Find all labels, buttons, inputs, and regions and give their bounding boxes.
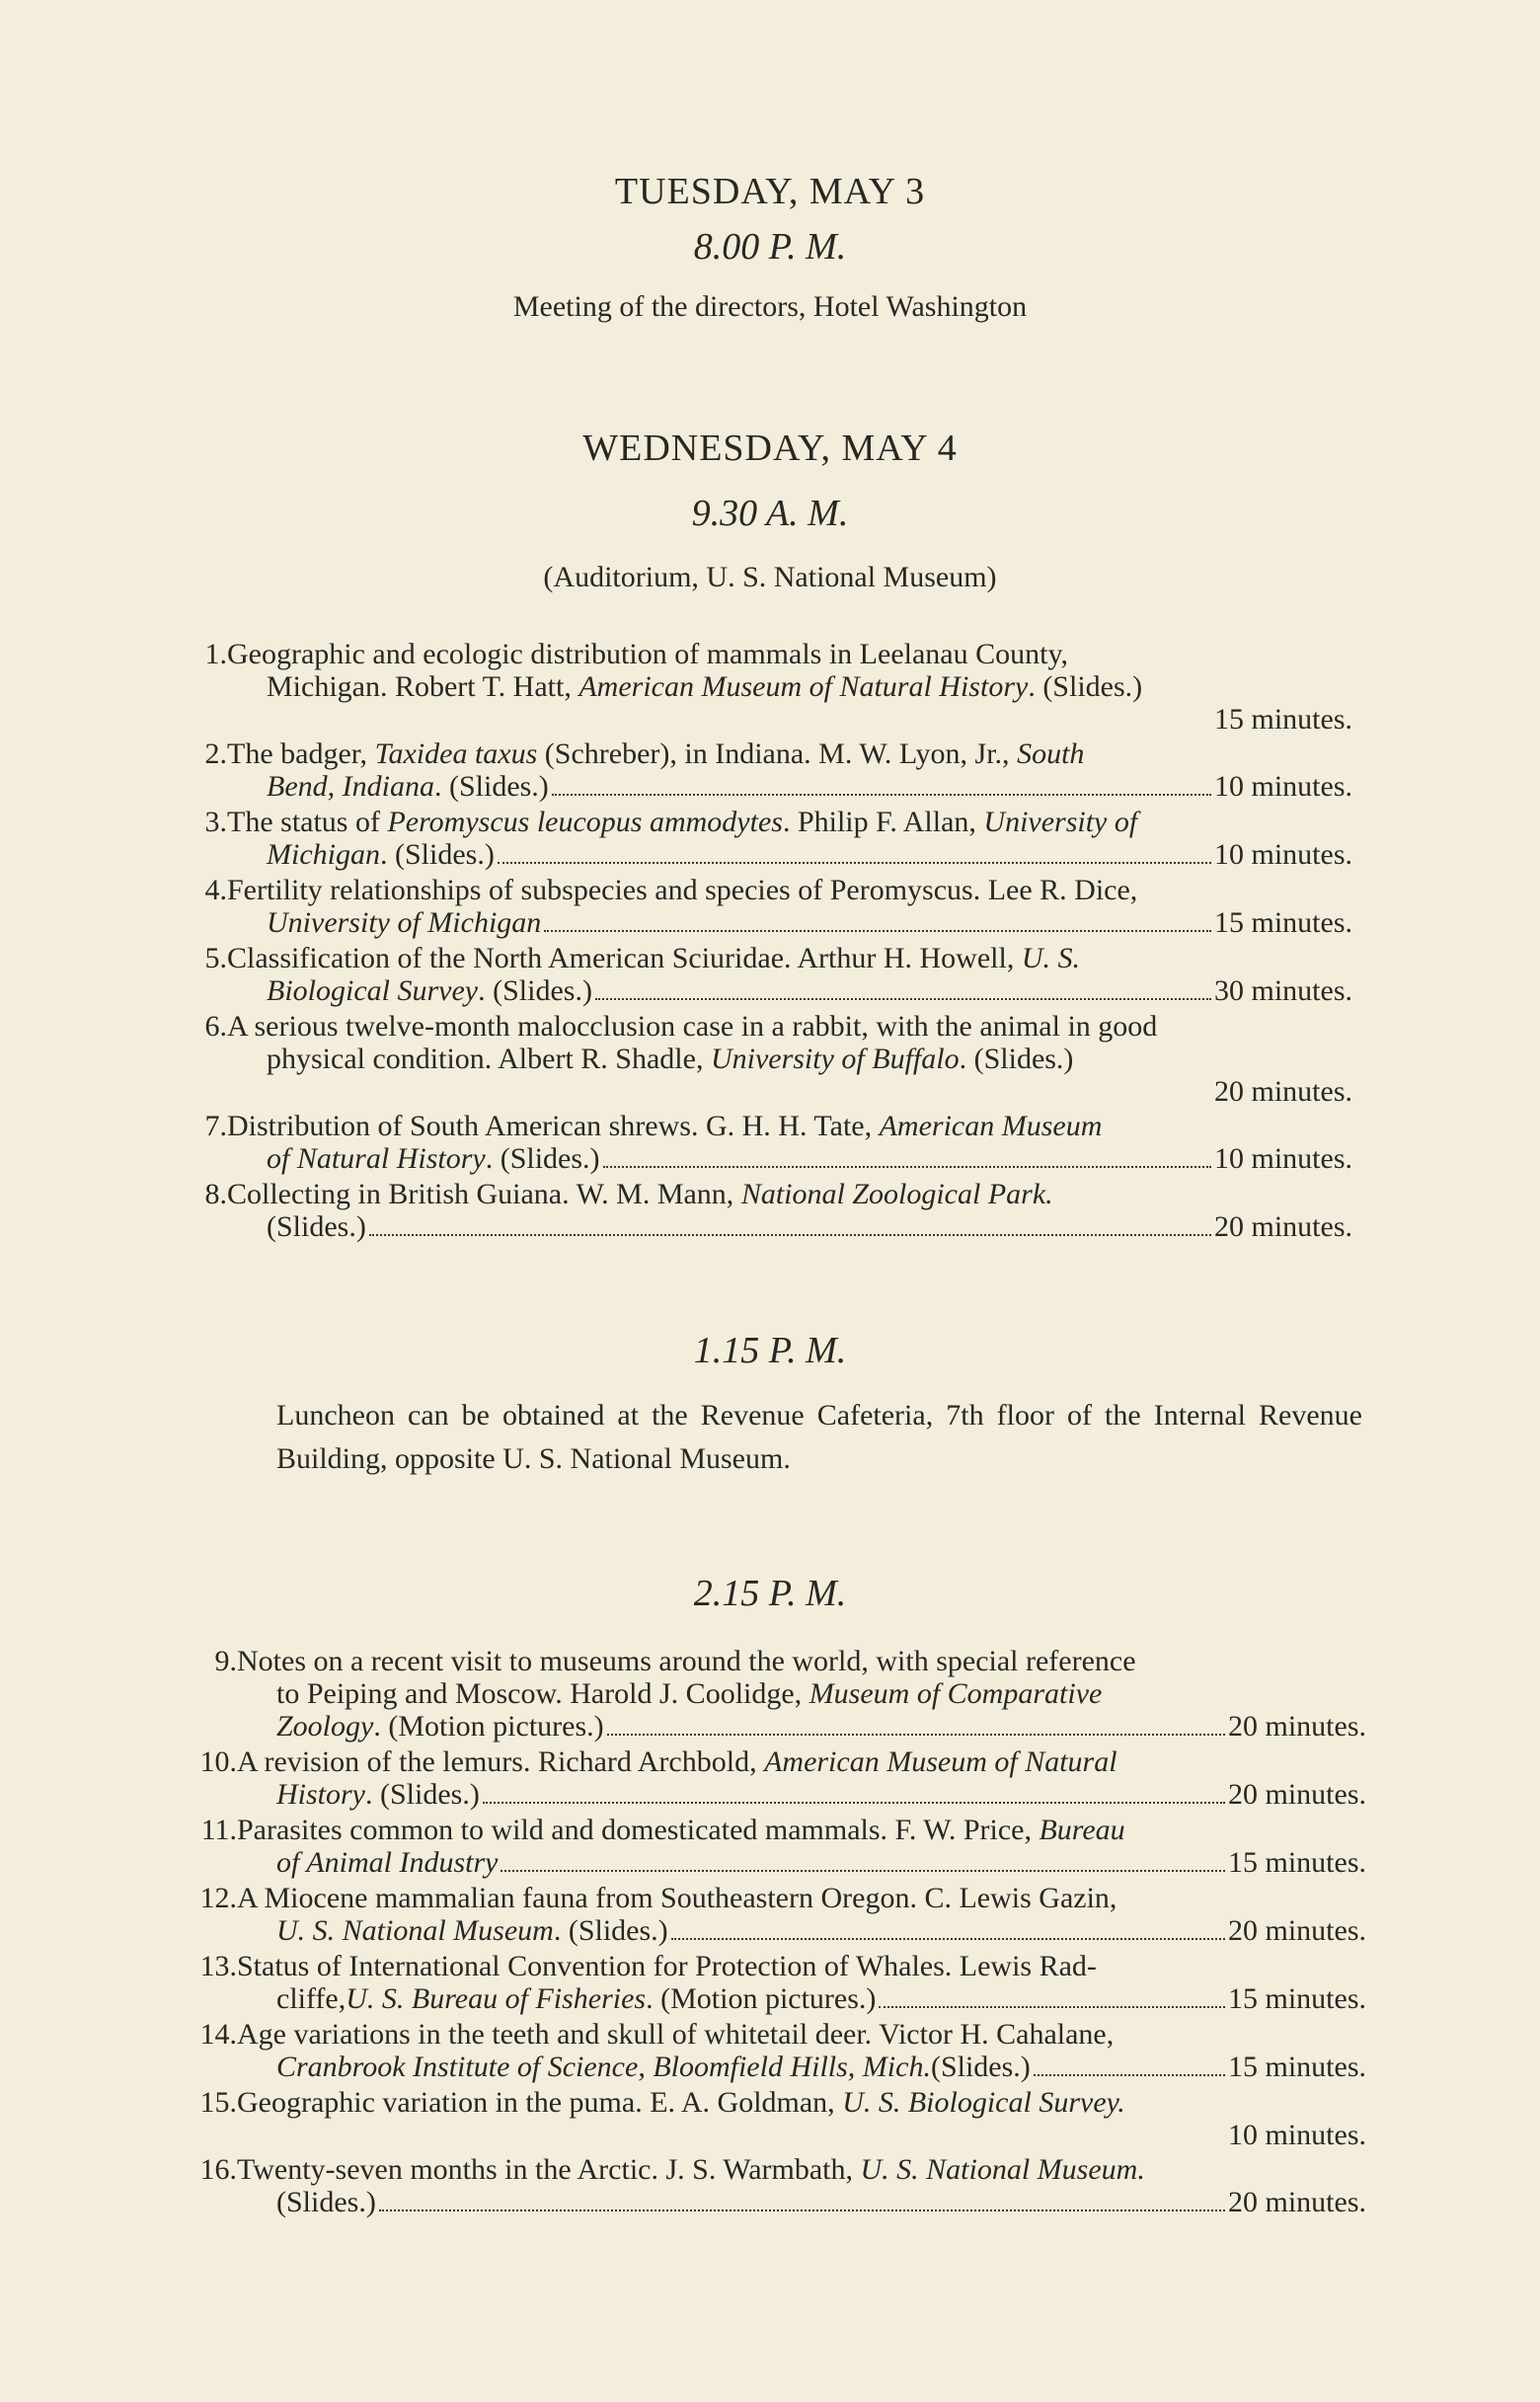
leader-dots [607, 1734, 1225, 1736]
item-duration: 15 minutes. [1228, 1846, 1366, 1879]
item-number: 10. [199, 1745, 237, 1778]
item-duration: 20 minutes. [1214, 1075, 1352, 1108]
item-number: 8. [204, 1178, 227, 1210]
item-affiliation: National Zoological Park. [740, 1178, 1053, 1210]
item-affiliation: U. S. Bureau of Fisheries [346, 1982, 647, 2015]
item-duration: 20 minutes. [1228, 1710, 1366, 1743]
item-affiliation: Bend, Indiana [267, 770, 434, 803]
item-affiliation: Michigan [267, 838, 380, 871]
tuesday-note: Meeting of the directors, Hotel Washington [512, 290, 1028, 323]
lunch-section [0, 1329, 1540, 1372]
leader-dots [544, 930, 1211, 932]
item-affiliation: of Natural History [267, 1142, 486, 1175]
item-number: 4. [204, 874, 227, 906]
list-item [197, 2086, 1366, 2151]
list-item [188, 874, 1352, 940]
item-line: A Miocene mammalian fauna from Southeastern Oregon. C. Lewis Gazin, [237, 1882, 1117, 1914]
item-number: 12. [199, 1882, 237, 1914]
item-affiliation: Biological Survey [267, 974, 479, 1007]
leader-dots [552, 794, 1211, 796]
item-affiliation: American Museum of Natural [764, 1745, 1117, 1778]
item-affiliation: University of Michigan [267, 906, 542, 939]
item-number: 13. [199, 1950, 237, 1982]
list-item [188, 806, 1352, 872]
item-number: 5. [204, 942, 227, 974]
wednesday-time: 9.30 A. M. [691, 493, 849, 534]
item-duration: 15 minutes. [1214, 906, 1352, 939]
item-text: cliffe, [276, 1982, 346, 2015]
item-duration: 20 minutes. [1228, 1914, 1366, 1947]
list-item [197, 2153, 1366, 2219]
list-item [197, 1645, 1366, 1743]
item-media: . (Slides.) [553, 1914, 668, 1947]
list-item [188, 1110, 1352, 1176]
item-duration: 20 minutes. [1214, 1210, 1352, 1243]
leader-dots [500, 1870, 1225, 1872]
item-number: 11. [200, 1814, 237, 1846]
item-text: Classification of the North American Sciuridae. Arthur H. Howell, [227, 942, 1022, 974]
item-duration: 15 minutes. [1228, 2051, 1366, 2083]
lunch-note: Luncheon can be obtained at the Revenue Cafeteria, 7th floor of the Internal Revenue Building, opposite U. S. National Museum. [276, 1399, 1362, 1475]
wednesday-section [0, 426, 1540, 594]
item-duration: 10 minutes. [1214, 838, 1352, 871]
afternoon-program-list [197, 1645, 1366, 2221]
item-line: Age variations in the teeth and skull of whitetail deer. Victor H. Cahalane, [237, 2018, 1115, 2051]
list-item [188, 942, 1352, 1008]
item-media: (Slides.) [267, 1210, 366, 1243]
item-text: Michigan. Robert T. Hatt, [267, 670, 579, 703]
leader-dots [1034, 2074, 1225, 2076]
item-text: The badger, [227, 737, 375, 770]
item-line: Notes on a recent visit to museums around the world, with special reference [237, 1645, 1136, 1677]
item-media: . (Motion pictures.) [646, 1982, 877, 2015]
item-media: . (Slides.) [433, 770, 549, 803]
afternoon-time: 2.15 P. M. [693, 1573, 847, 1614]
item-duration: 15 minutes. [1214, 703, 1352, 736]
item-number: 15. [199, 2086, 237, 2119]
item-affiliation: American Museum of Natural History [578, 670, 1029, 703]
list-item [197, 1814, 1366, 1880]
item-line: A serious twelve-month malocclusion case in a rabbit, with the animal in good [227, 1010, 1158, 1043]
item-affiliation: University of [983, 806, 1138, 838]
item-duration: 10 minutes. [1214, 1142, 1352, 1175]
morning-program-list [188, 638, 1352, 1246]
lunch-time: 1.15 P. M. [693, 1330, 847, 1371]
item-number: 3. [204, 806, 227, 838]
list-item [188, 1010, 1352, 1108]
item-line: Geographic and ecologic distribution of mammals in Leelanau County, [227, 638, 1068, 670]
item-text: Parasites common to wild and domesticated mammals. F. W. Price, [237, 1814, 1040, 1846]
item-text: physical condition. Albert R. Shadle, [267, 1043, 711, 1075]
item-affiliation: of Animal Industry [276, 1846, 499, 1879]
item-affiliation: Cranbrook Institute of Science, Bloomfield Hills, Mich. [276, 2051, 931, 2083]
wednesday-location: (Auditorium, U. S. National Museum) [543, 561, 997, 593]
item-duration: 15 minutes. [1228, 1982, 1366, 2015]
item-media: . (Slides.) [365, 1778, 480, 1811]
wednesday-heading: WEDNESDAY, MAY 4 [582, 427, 958, 469]
item-line: Status of International Convention for Protection of Whales. Lewis Rad- [237, 1950, 1097, 1982]
list-item [197, 1745, 1366, 1812]
item-media: (Slides.) [930, 2051, 1031, 2083]
item-affiliation: South [1017, 737, 1085, 770]
item-text: The status of [227, 806, 388, 838]
item-number: 9. [214, 1645, 237, 1677]
item-number: 6. [204, 1010, 227, 1043]
item-affiliation: American Museum [879, 1110, 1103, 1142]
list-item [188, 638, 1352, 736]
item-text: A revision of the lemurs. Richard Archbold, [237, 1745, 765, 1778]
leader-dots [671, 1938, 1225, 1940]
item-text: to Peiping and Moscow. Harold J. Coolidge, [276, 1677, 809, 1710]
item-species: Taxidea taxus [374, 737, 538, 770]
item-affiliation: Museum of Comparative [808, 1677, 1103, 1710]
list-item [197, 1882, 1366, 1948]
item-media: . (Slides.) [1028, 670, 1143, 703]
item-media: (Slides.) [276, 2186, 376, 2218]
item-text: Collecting in British Guiana. W. M. Mann, [227, 1178, 741, 1210]
item-media: . (Slides.) [379, 838, 495, 871]
item-number: 1. [204, 638, 227, 670]
item-affiliation: History [276, 1778, 365, 1811]
item-duration: 20 minutes. [1228, 1778, 1366, 1811]
leader-dots [379, 2209, 1225, 2211]
item-number: 16. [199, 2153, 237, 2186]
leader-dots [595, 998, 1211, 1000]
tuesday-heading: TUESDAY, MAY 3 [614, 171, 926, 212]
item-text: Distribution of South American shrews. G. H. H. Tate, [227, 1110, 880, 1142]
item-affiliation: University of Buffalo [710, 1043, 960, 1075]
item-duration: 30 minutes. [1214, 974, 1352, 1007]
list-item [197, 2018, 1366, 2084]
item-number: 14. [199, 2018, 237, 2051]
item-text: . Philip F. Allan, [782, 806, 984, 838]
afternoon-section [0, 1572, 1540, 1615]
item-affiliation: U. S. National Museum [276, 1914, 554, 1947]
item-duration: 20 minutes. [1228, 2186, 1366, 2218]
item-text: Twenty-seven months in the Arctic. J. S. Warmbath, [237, 2153, 861, 2186]
item-duration: 10 minutes. [1214, 770, 1352, 803]
leader-dots [483, 1802, 1225, 1804]
item-species: Peromyscus leucopus ammodytes [387, 806, 783, 838]
item-text: (Schreber), in Indiana. M. W. Lyon, Jr., [537, 737, 1018, 770]
tuesday-section [0, 170, 1540, 324]
item-line: Fertility relationships of subspecies and species of Peromyscus. Lee R. Dice, [227, 874, 1138, 906]
list-item [188, 1178, 1352, 1244]
tuesday-time: 8.00 P. M. [693, 226, 847, 268]
list-item [188, 737, 1352, 804]
leader-dots [603, 1166, 1211, 1168]
item-media: . (Slides.) [478, 974, 592, 1007]
item-duration: 10 minutes. [1228, 2119, 1366, 2151]
item-media: . (Slides.) [485, 1142, 600, 1175]
item-number: 2. [204, 737, 227, 770]
item-affiliation: U. S. [1021, 942, 1080, 974]
leader-dots [879, 2006, 1225, 2008]
item-affiliation: Zoology [276, 1710, 374, 1743]
item-text: Geographic variation in the puma. E. A. Goldman, [237, 2086, 843, 2119]
leader-dots [369, 1234, 1211, 1236]
item-number: 7. [204, 1110, 227, 1142]
item-media: . (Slides.) [959, 1043, 1074, 1075]
list-item [197, 1950, 1366, 2016]
item-affiliation: U. S. Biological Survey. [842, 2086, 1125, 2119]
item-affiliation: U. S. National Museum. [860, 2153, 1145, 2186]
item-media: . (Motion pictures.) [373, 1710, 604, 1743]
leader-dots [498, 862, 1211, 864]
item-affiliation: Bureau [1039, 1814, 1125, 1846]
